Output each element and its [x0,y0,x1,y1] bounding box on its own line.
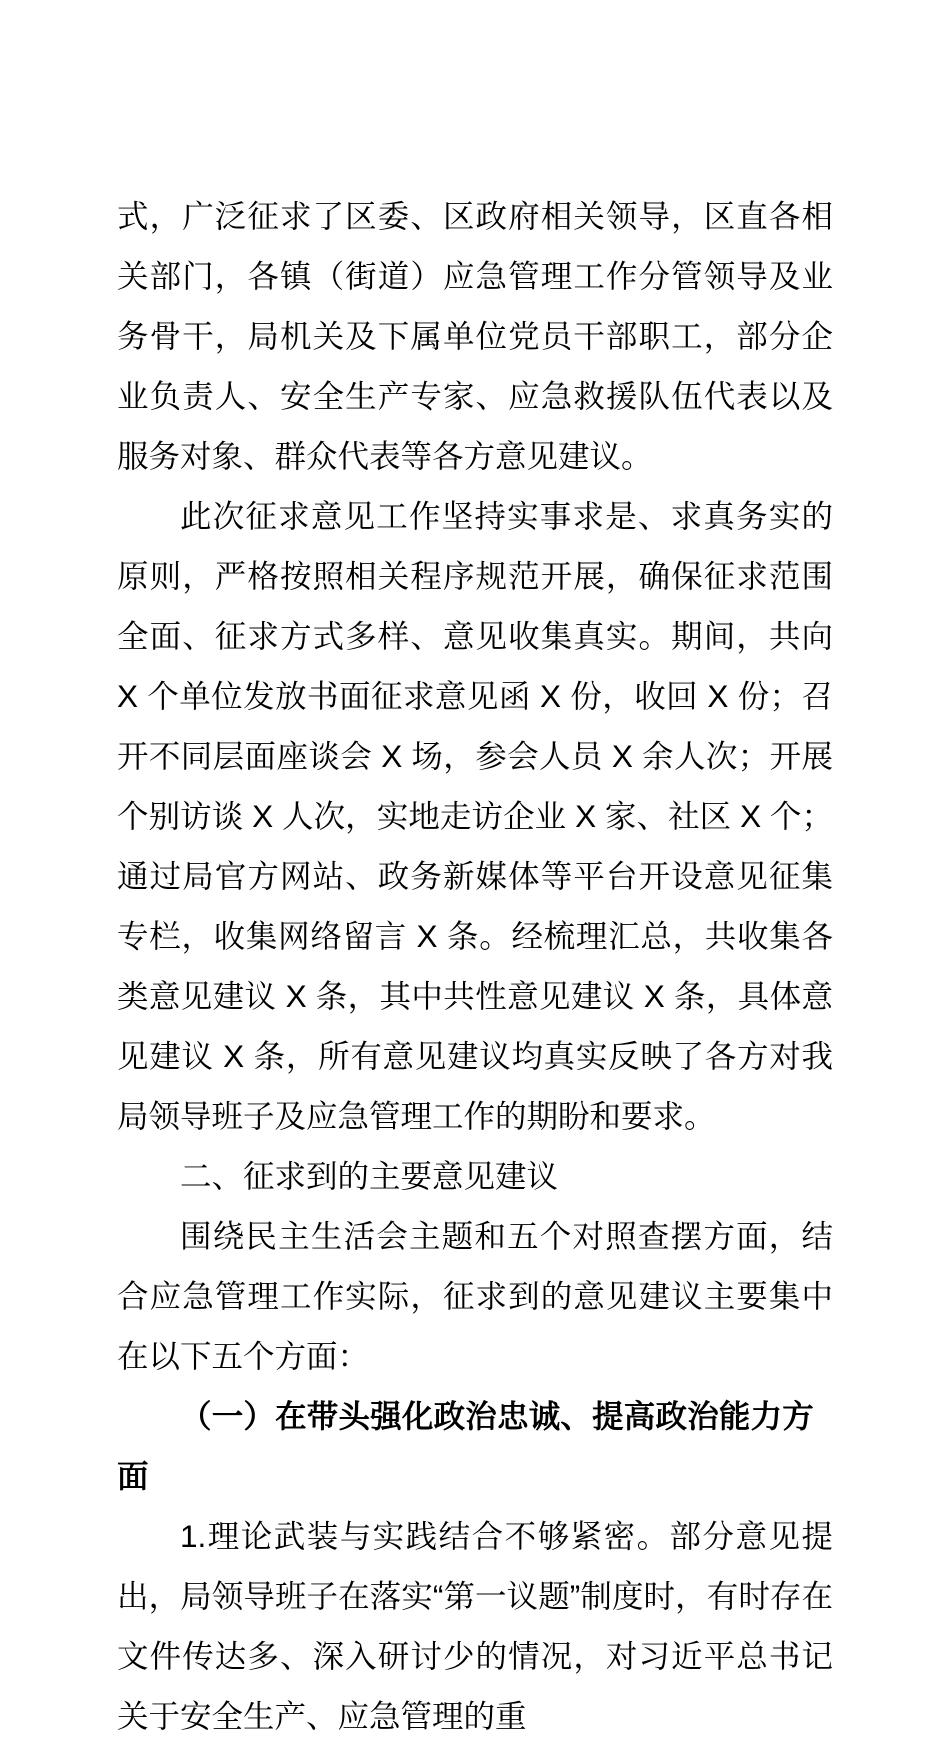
numbered-item-one: 1.理论武装与实践结合不够紧密。部分意见提出，局领导班子在落实“第一议题”制度时，有时存在文件传达多、深入研讨少的情况，对习近平总书记关于安全生产、应急管理的重 [117,1518,833,1734]
paragraph-solicitation-process: 此次征求意见工作坚持实事求是、求真务实的原则，严格按照相关程序规范开展，确保征求范围全面、征求方式多样、意见收集真实。期间，共向 X 个单位发放书面征求意见函 X 份，收回 X 份；召开不同层面座谈会 X 场，参会人员 X 余人次；开展个别访谈 X 人次，实地走访企业 X 家、社区 X 个；通过局官方网站、政务新媒体等平台开设意见征集专栏，收集网络留言 X 条。经梳理汇总，共收集各类意见建议 X 条，其中共性意见建议 X 条，具体意见建议 X 条，所有意见建议均真实反映了各方对我局领导班子及应急管理工作的期盼和要求。 [117,498,833,1134]
document-text-body [117,186,833,1746]
subsection-heading-one: （一）在带头强化政治忠诚、提高政治能力方面 [117,1398,815,1494]
paragraph-continued-solicitation-audience: 式，广泛征求了区委、区政府相关领导，区直各相关部门，各镇（街道）应急管理工作分管领导及业务骨干，局机关及下属单位党员干部职工，部分企业负责人、安全生产专家、应急救援队伍代表以及服务对象、群众代表等各方意见建议。 [117,198,833,474]
section-heading-two: 二、征求到的主要意见建议 [180,1158,559,1194]
paragraph-scope-overview: 围绕民主生活会主题和五个对照查摆方面，结合应急管理工作实际，征求到的意见建议主要集中在以下五个方面： [117,1218,833,1374]
